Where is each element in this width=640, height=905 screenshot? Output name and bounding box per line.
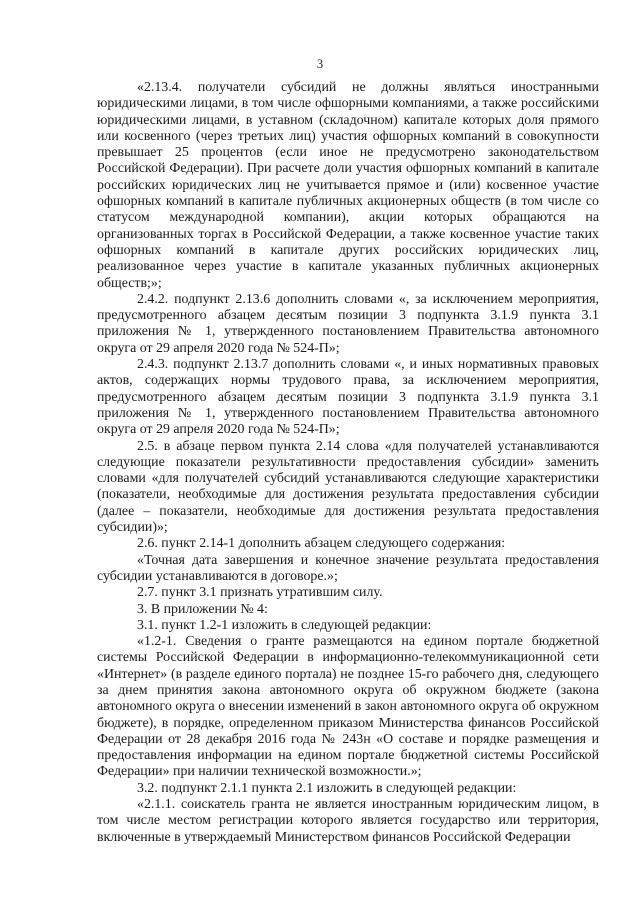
paragraph-2-6: 2.6. пункт 2.14-1 дополнить абзацем следующего содержания: (137, 536, 506, 552)
paragraph-2-13-4: «2.13.4. получатели субсидий не должны являться иностранными юридическими лицами, в том числе офшорными компаниями, а также российскими юридическими лицами, в уставном (складочном) капитале которых доля прямого или косвенного (через третьих лиц) участия офшорных компаний в совокупности превышает 25 процентов (если иное не предусмотрено законодательством Российской Федерации). При расчете доли участия офшорных компаний в капитале российских юридических лиц не учитывается прямое и (или) косвенное участие офшорных компаний в капитале публичных акционерных обществ (в том числе со статусом международной компании), акции которых обращаются на организованных торгах в Российской Федерации, а также косвенное участие таких офшорных компаний в капитале других российских юридических лиц, реализованное через участие в капитале указанных публичных акционерных обществ;»; (97, 80, 599, 291)
paragraph-3-2: 3.2. подпункт 2.1.1 пункта 2.1 изложить в следующей редакции: (137, 780, 517, 796)
paragraph-2-1-1: «2.1.1. соискатель гранта не является иностранным юридическим лицом, в том числе местом регистрации которого является государство или территория, включенные в утверждаемый Министерством финансов Российской Федерации (97, 797, 599, 845)
paragraph-2-4-2: 2.4.2. подпункт 2.13.6 дополнить словами «, за исключением мероприятия, предусмотренного абзацем десятым позиции 3 подпункта 3.1.9 пункта 3.1 приложения № 1, утвержденного постановлением Правительства автономного округа от 29 апреля 2020 года № 524-П»; (97, 291, 599, 356)
paragraph-3-1: 3.1. пункт 1.2-1 изложить в следующей редакции: (137, 617, 432, 633)
page-number: 3 (316, 57, 324, 71)
paragraph-2-4-3: 2.4.3. подпункт 2.13.7 дополнить словами «, и иных нормативных правовых актов, содержащих нормы трудового права, за исключением мероприятия, предусмотренного абзацем десятым позиции 3 подпункта 3.1.9 пункта 3.1 приложения № 1, утвержденного постановлением Правительства автономного округа от 29 апреля 2020 года № 524-П»; (97, 357, 599, 438)
paragraph-2-6-quote: «Точная дата завершения и конечное значение результата предоставления субсидии устанавливаются в договоре.»; (97, 552, 599, 584)
paragraph-3: 3. В приложении № 4: (137, 601, 268, 617)
paragraph-2-5: 2.5. в абзаце первом пункта 2.14 слова «для получателей устанавливаются следующие показатели результативности предоставления субсидии» заменить словами «для получателей субсидий устанавливаются следующие характеристики (показатели, необходимые для достижения результата предоставления субсидии (далее – показатели, необходимые для достижения результата предоставления субсидии)»; (97, 438, 599, 536)
paragraph-2-7: 2.7. пункт 3.1 признать утратившим силу. (137, 585, 383, 601)
document-body (97, 80, 599, 846)
paragraph-1-2-1: «1.2-1. Сведения о гранте размещаются на едином портале бюджетной системы Российской Федерации в информационно-телекоммуникационной сети «Интернет» (в разделе единого портала) не позднее 15-го рабочего дня, следующего за днем принятия закона автономного округа об окружном бюджете (закона автономного округа о внесении изменений в закон автономного округа об окружном бюджете), в порядке, определенном приказом Министерства финансов Российской Федерации от 28 декабря 2016 года № 243н «О составе и порядке размещения и предоставления информации на едином портале бюджетной системы Российской Федерации» при наличии технической возможности.»; (97, 634, 599, 780)
